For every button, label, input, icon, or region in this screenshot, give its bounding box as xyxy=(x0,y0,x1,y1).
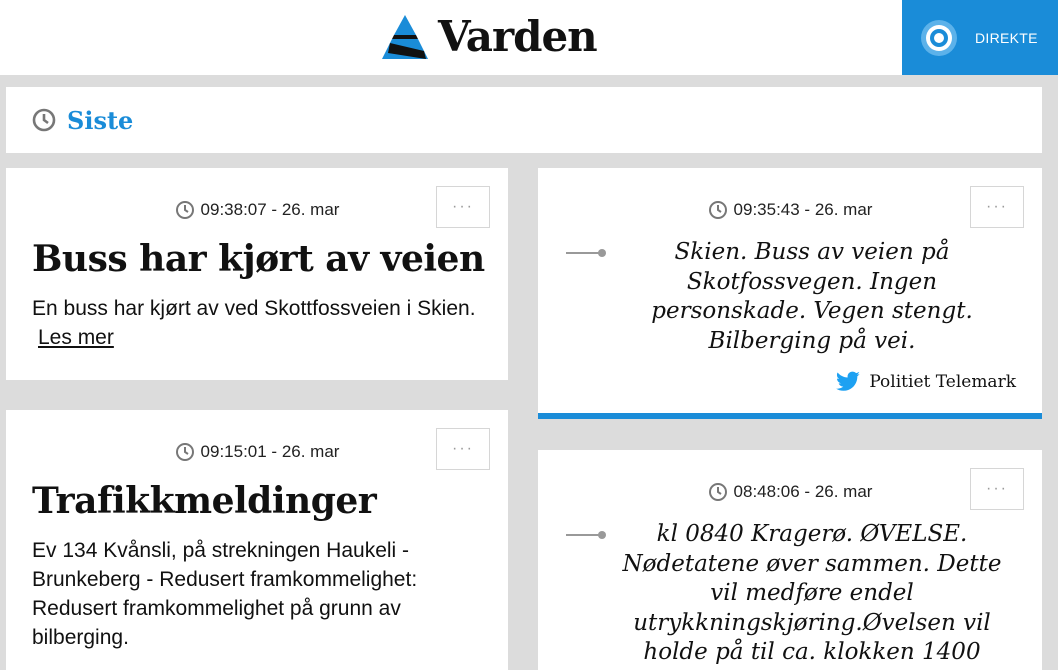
read-more-link[interactable]: Les mer xyxy=(38,326,114,349)
feed-item xyxy=(6,410,508,670)
tweet-item xyxy=(538,450,1042,670)
more-options-button[interactable]: ··· xyxy=(436,186,490,228)
brand-name: Varden xyxy=(438,12,597,61)
tweet-text: Skien. Buss av veien på Skotfossvegen. Ingen personskade. Vegen stengt. Bilberging på vei. xyxy=(651,239,973,354)
section-header xyxy=(6,87,1042,153)
top-bar xyxy=(0,0,1058,75)
live-button[interactable] xyxy=(902,0,1058,75)
clock-icon xyxy=(175,442,195,462)
more-options-button[interactable]: ··· xyxy=(970,186,1024,228)
headline[interactable]: Buss har kjørt av veien xyxy=(32,238,485,280)
section-title: Siste xyxy=(67,105,134,135)
more-options-button[interactable]: ··· xyxy=(436,428,490,470)
tweet-text: kl 0840 Kragerø. ØVELSE. Nødetatene øver sammen. Dette vil medføre endel utrykkningskjøring.Øvelsen vil holde på til ca. klokken 1400 xyxy=(622,521,1002,665)
clock-icon xyxy=(32,108,56,132)
timestamp: 09:35:43 - 26. mar xyxy=(538,200,1042,220)
headline[interactable]: Trafikkmeldinger xyxy=(32,480,377,522)
tweet-source[interactable]: Politiet Telemark xyxy=(835,371,1016,393)
timestamp: 08:48:06 - 26. mar xyxy=(538,482,1042,502)
feed-item xyxy=(6,168,508,380)
clock-icon xyxy=(175,200,195,220)
twitter-icon xyxy=(835,371,861,393)
clock-icon xyxy=(708,200,728,220)
more-options-button[interactable]: ··· xyxy=(970,468,1024,510)
timestamp: 09:38:07 - 26. mar xyxy=(6,200,508,220)
brand-logo[interactable] xyxy=(380,12,597,62)
clock-icon xyxy=(708,482,728,502)
tweet-item xyxy=(538,168,1042,419)
timestamp: 09:15:01 - 26. mar xyxy=(6,442,508,462)
accent-bar xyxy=(538,413,1042,419)
varden-logo-icon xyxy=(380,13,430,61)
article-summary: Ev 134 Kvånsli, på strekningen Haukeli - Brunkeberg - Redusert framkommelighet: Redusert framkommelighet på grunn av bilberging. xyxy=(32,539,418,649)
article-summary: En buss har kjørt av ved Skottfossveien i Skien. Les mer xyxy=(32,297,476,349)
live-icon xyxy=(920,19,958,57)
live-label: DIREKTE xyxy=(975,29,1038,46)
